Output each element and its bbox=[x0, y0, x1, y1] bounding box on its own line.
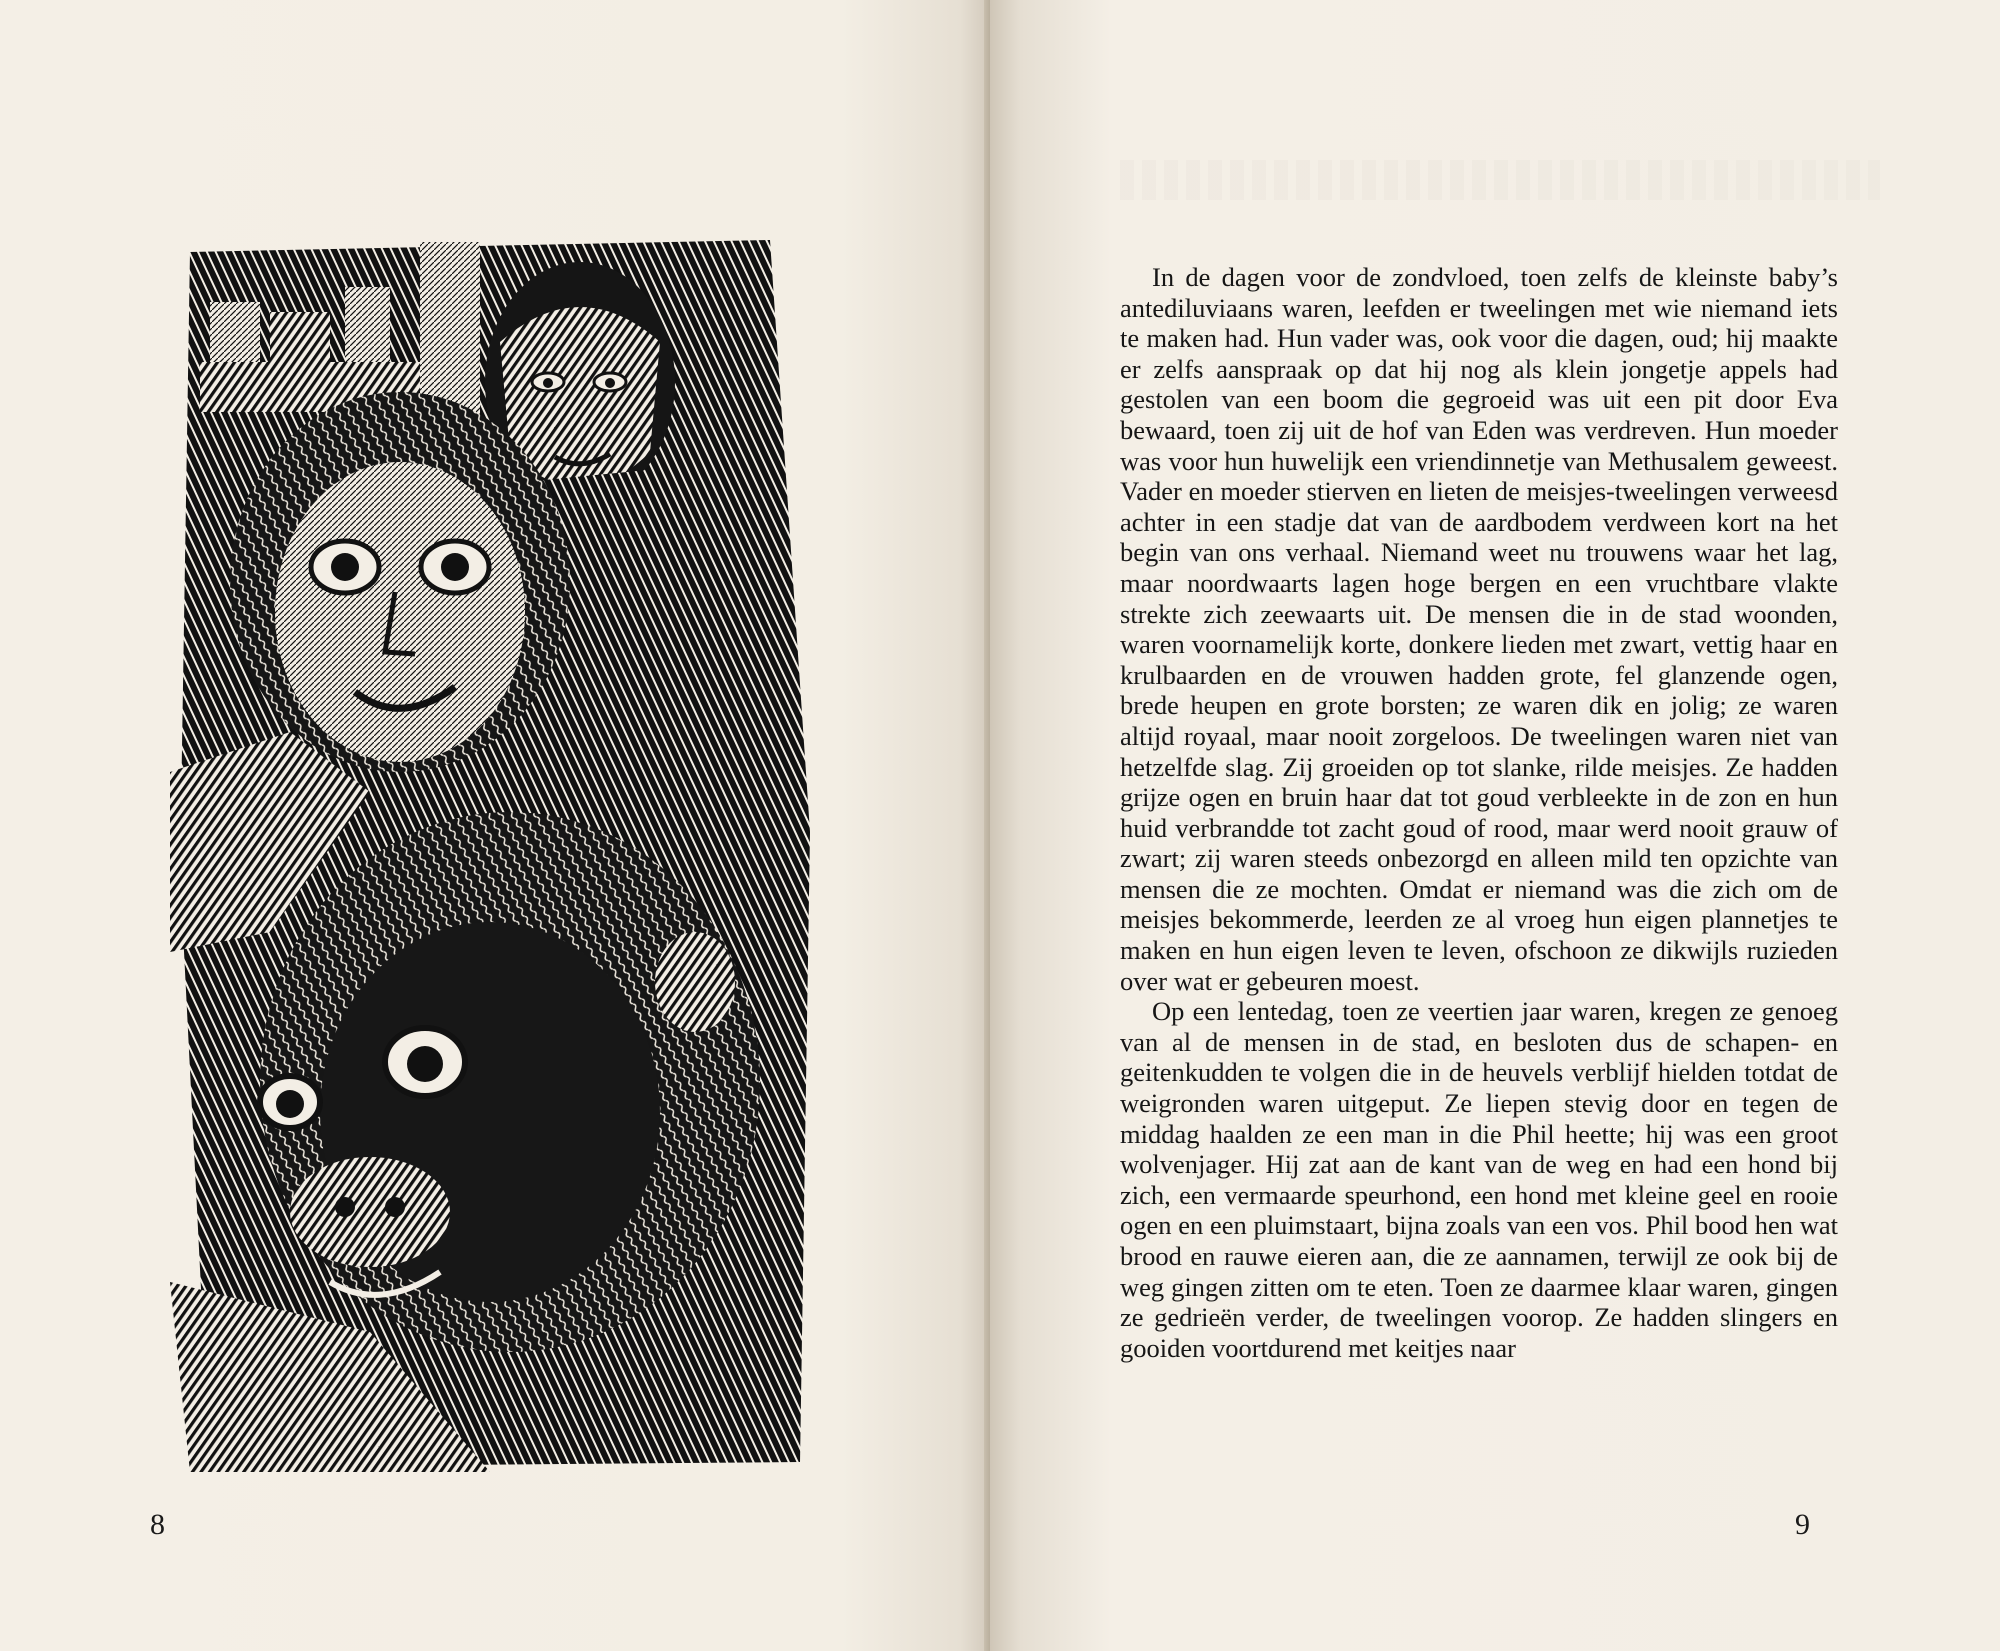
page-number-left: 8 bbox=[150, 1508, 165, 1541]
paragraph: In de dagen voor de zondvloed, toen zelfs de kleinste baby’s antediluviaans waren, leefden er tweelingen met wie niemand iets te maken had. Hun vader was, ook voor die dagen, oud; hij maakte er zelfs aanspraak op dat hij nog als klein jongetje appels had gestolen van een boom die gegroeid was uit een pit door Eva bewaard, toen zij uit de hof van Eden was verdreven. Hun moeder was voor hun huwelijk een vriendinnetje van Methusalem geweest. Vader en moeder stierven en lieten de meisjes-tweelingen verweesd achter in een stadje dat van de aardbodem verdween kort na het begin van ons verhaal. Niemand weet nu trouwens waar het lag, maar noordwaarts lagen hoge bergen en een vruchtbare vlakte strekte zich zeewaarts uit. De mensen die in de stad woonden, waren voornamelijk korte, donkere lieden met zwart, vettig haar en krulbaarden en de vrouwen hadden grote, fel glanzende ogen, brede heupen en grote borsten; ze waren dik en jolig; ze waren altijd royaal, maar nooit zorgeloos. De tweelingen waren niet van hetzelfde slag. Zij groeiden op tot slanke, rilde meisjes. Ze hadden grijze ogen en bruin haar dat tot goud verbleekte in de zon en hun huid verbrandde tot zacht goud of rood, maar werd nooit grauw of zwart; zij waren steeds onbezorgd en alleen mild ten opzichte van mensen die ze mochten. Omdat er niemand was die zich om de meisjes bekommerde, leerden ze al vroeg hun eigen plannetjes te maken en hun eigen leven te leven, ofschoon ze dikwijls ruzieden over wat er gebeuren moest. bbox=[1120, 262, 1838, 996]
page-number-right: 9 bbox=[1795, 1508, 1810, 1541]
show-through-shadow bbox=[1120, 160, 1880, 200]
paragraph: Op een lentedag, toen ze veertien jaar waren, kregen ze genoeg van al de mensen in de stad, en besloten dus de schapen- en geitenkudden te volgen die in de heuvels verblijf hielden totdat de weigronden waren uitgeput. Ze liepen stevig door en tegen de middag haalden ze een man in die Phil heette; hij was een groot wolvenjager. Hij zat aan de kant van de weg en had een hond bij zich, een vermaarde speurhond, een hond met kleine geel en rooie ogen en een pluimstaart, bijna zoals van een vos. Phil bood hen wat brood en rauwe eieren aan, die ze aannamen, terwijl ze ook bij de weg gingen zitten om te eten. Toen ze daarmee klaar waren, gingen ze gedrieën verder, de tweelingen voorop. Ze hadden slingers en gooiden voortdurend met keitjes naar bbox=[1120, 996, 1838, 1363]
woodcut-illustration bbox=[170, 232, 820, 1472]
body-text bbox=[1120, 262, 1838, 1363]
left-page bbox=[0, 0, 990, 1651]
